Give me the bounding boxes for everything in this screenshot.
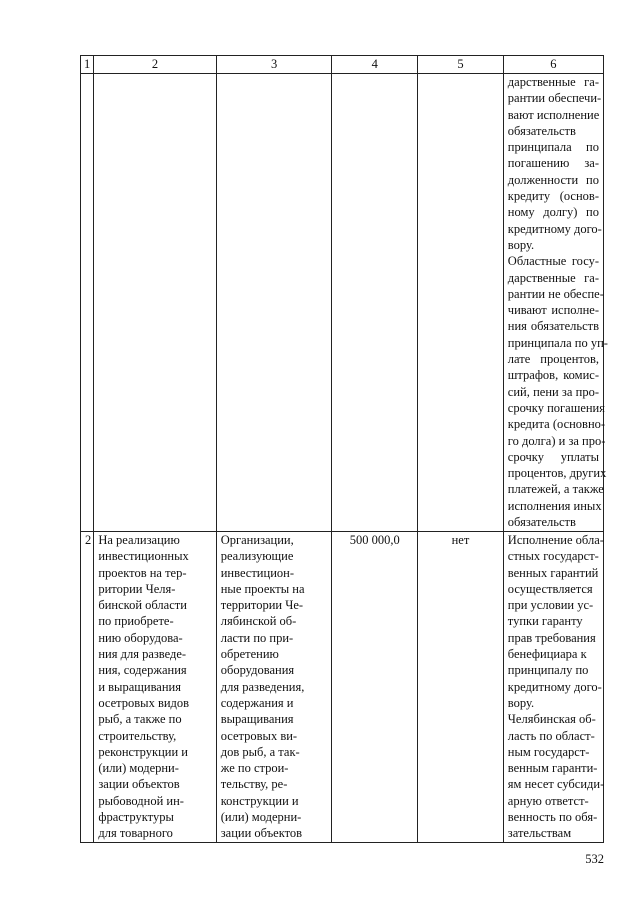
text-line: арную ответст-	[507, 793, 589, 808]
row2-number: 2	[81, 532, 94, 843]
text-line: Областные госу-	[507, 254, 599, 269]
text-line: обязательств	[507, 515, 576, 530]
text-line: бенефициара к	[507, 647, 587, 662]
obligations-table	[80, 55, 608, 843]
text-line: ласть по област-	[507, 728, 595, 743]
text-line: обретению	[220, 647, 279, 662]
text-line: кредитному дого-	[507, 679, 602, 694]
text-line: же по строи-	[220, 761, 289, 776]
text-line: при условии ус-	[507, 598, 594, 613]
text-line: рыбоводной ин-	[98, 793, 184, 808]
text-line: осуществляется	[507, 581, 593, 596]
text-line: принципалу по	[507, 663, 589, 678]
row1-col4	[332, 74, 418, 532]
text-line: срочку уплаты	[507, 449, 599, 464]
row1-col3	[216, 74, 332, 532]
text-line: оборудования	[220, 663, 295, 678]
text-line: зательствам	[507, 826, 572, 841]
text-line: венных гарантий	[507, 565, 599, 580]
text-lines	[507, 532, 605, 842]
text-line: чивают исполне-	[507, 303, 599, 318]
text-line: принципала по уп-	[507, 335, 608, 350]
row1-col2	[94, 74, 216, 532]
header-col-5: 5	[418, 56, 504, 74]
text-line: процентов, других	[507, 466, 607, 481]
text-line: выращивания	[220, 712, 294, 727]
text-line: Организации,	[220, 533, 294, 547]
text-line: строительству,	[98, 728, 177, 743]
text-line: прав требования	[507, 630, 596, 645]
text-line: ния обязательств	[507, 319, 599, 334]
text-line: тельству, ре-	[220, 777, 288, 792]
text-line: погашению за-	[507, 156, 599, 171]
text-line: (или) модерни-	[98, 761, 179, 776]
row2-recourse: нет	[418, 532, 504, 843]
text-line: венность по обя-	[507, 810, 598, 825]
text-line: ному долгу) по	[507, 205, 599, 220]
text-line: ные проекты на	[220, 581, 305, 596]
text-line: проектов на тер-	[98, 565, 187, 580]
header-col-4: 4	[332, 56, 418, 74]
text-line: нию оборудова-	[98, 630, 183, 645]
text-lines	[507, 74, 608, 530]
text-line: реализующие	[220, 549, 294, 564]
row2-amount: 500 000,0	[332, 532, 418, 843]
text-line: инвестицион-	[220, 565, 294, 580]
header-col-1: 1	[81, 56, 94, 74]
text-line: вору.	[507, 237, 535, 252]
page-number: 532	[585, 852, 604, 866]
text-line: обязательств	[507, 123, 576, 138]
text-line: осетровых ви-	[220, 728, 298, 743]
text-line: осетровых видов	[98, 695, 190, 710]
text-line: вору.	[507, 695, 535, 710]
text-line: ласти по при-	[220, 630, 294, 645]
row2-conditions	[503, 532, 603, 843]
text-line: ям несет субсиди-	[507, 777, 605, 792]
text-line: сий, пени за про-	[507, 384, 599, 399]
text-line: вают исполнение	[507, 107, 600, 122]
text-line: стных государст-	[507, 549, 599, 564]
text-line: лате процентов,	[507, 352, 599, 367]
text-line: содержания и	[220, 695, 294, 710]
text-line: рантии обеспечи-	[507, 91, 602, 106]
row1-col6-guarantee-conditions	[503, 74, 608, 532]
text-line: территории Че-	[220, 598, 304, 613]
text-lines	[221, 532, 328, 842]
text-lines	[98, 532, 211, 842]
text-line: платежей, а также	[507, 482, 604, 497]
text-line: го долга) и за про-	[507, 433, 606, 448]
header-col-2: 2	[94, 56, 216, 74]
header-row	[81, 56, 604, 74]
text-line: для товарного	[98, 826, 173, 841]
text-line: лябинской об-	[220, 614, 297, 629]
text-line: дов рыб, а так-	[220, 744, 300, 759]
text-line: фраструктуры	[98, 810, 174, 825]
text-line: ния, содержания	[98, 663, 187, 678]
text-line: зации объектов	[98, 777, 180, 792]
text-line: кредита (основно-	[507, 417, 606, 432]
text-line: конструкции и	[220, 793, 299, 808]
text-line: реконструкции и	[98, 744, 188, 759]
text-line: кредиту (основ-	[507, 189, 599, 204]
table-row	[81, 74, 604, 532]
text-line: принципала по	[507, 140, 599, 155]
text-line: тупки гаранту	[507, 614, 583, 629]
text-line: инвестиционных	[98, 549, 189, 564]
table-row	[81, 532, 604, 843]
text-line: Челябинская об-	[507, 712, 596, 727]
text-line: зации объектов	[220, 826, 303, 841]
text-line: рантии не обеспе-	[507, 286, 604, 301]
row2-principal	[216, 532, 332, 843]
text-line: срочку погашения	[507, 400, 605, 415]
text-line: венным гаранти-	[507, 761, 598, 776]
text-line: и выращивания	[98, 679, 181, 694]
text-line: кредитному дого-	[507, 221, 602, 236]
text-line: дарственные га-	[507, 270, 599, 285]
text-line: На реализацию	[98, 533, 180, 547]
text-line: ным государст-	[507, 744, 590, 759]
text-line: (или) модерни-	[220, 810, 302, 825]
row1-col1	[81, 74, 94, 532]
header-col-3: 3	[216, 56, 332, 74]
text-line: штрафов, комис-	[507, 368, 599, 383]
row1-col5	[418, 74, 504, 532]
text-line: по приобрете-	[98, 614, 174, 629]
text-line: дарственные га-	[507, 75, 599, 89]
text-line: ния для разведе-	[98, 647, 187, 662]
text-line: исполнения иных	[507, 498, 602, 513]
text-line: бинской области	[98, 598, 187, 613]
text-line: для разведения,	[220, 679, 305, 694]
header-col-6: 6	[503, 56, 603, 74]
text-line: рыб, а также по	[98, 712, 182, 727]
text-line: ритории Челя-	[98, 581, 176, 596]
text-line: долженности по	[507, 172, 599, 187]
row2-purpose	[94, 532, 216, 843]
text-line: Исполнение обла-	[507, 533, 604, 547]
